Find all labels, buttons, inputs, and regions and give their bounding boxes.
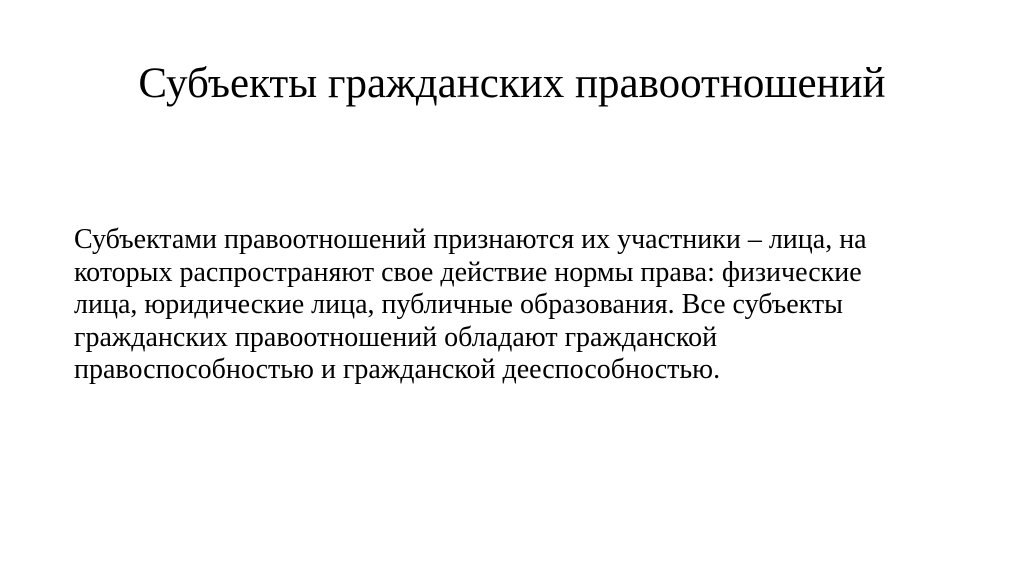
body-line-3: лица, юридические лица, публичные образования. Все субъекты [74, 289, 843, 320]
body-line-4: гражданских правоотношений обладают гражданской [74, 321, 718, 353]
body-line-1: Субъектами правоотношений признаются их участники – лица, на [74, 224, 867, 255]
body-line-5: правоспособностью и гражданской дееспособностью. [74, 354, 721, 385]
slide-title: Субъекты гражданских правоотношений [138, 60, 886, 107]
body-line-2: которых распространяют свое действие нормы права: физические [74, 256, 862, 288]
slide-body-text [74, 224, 954, 387]
